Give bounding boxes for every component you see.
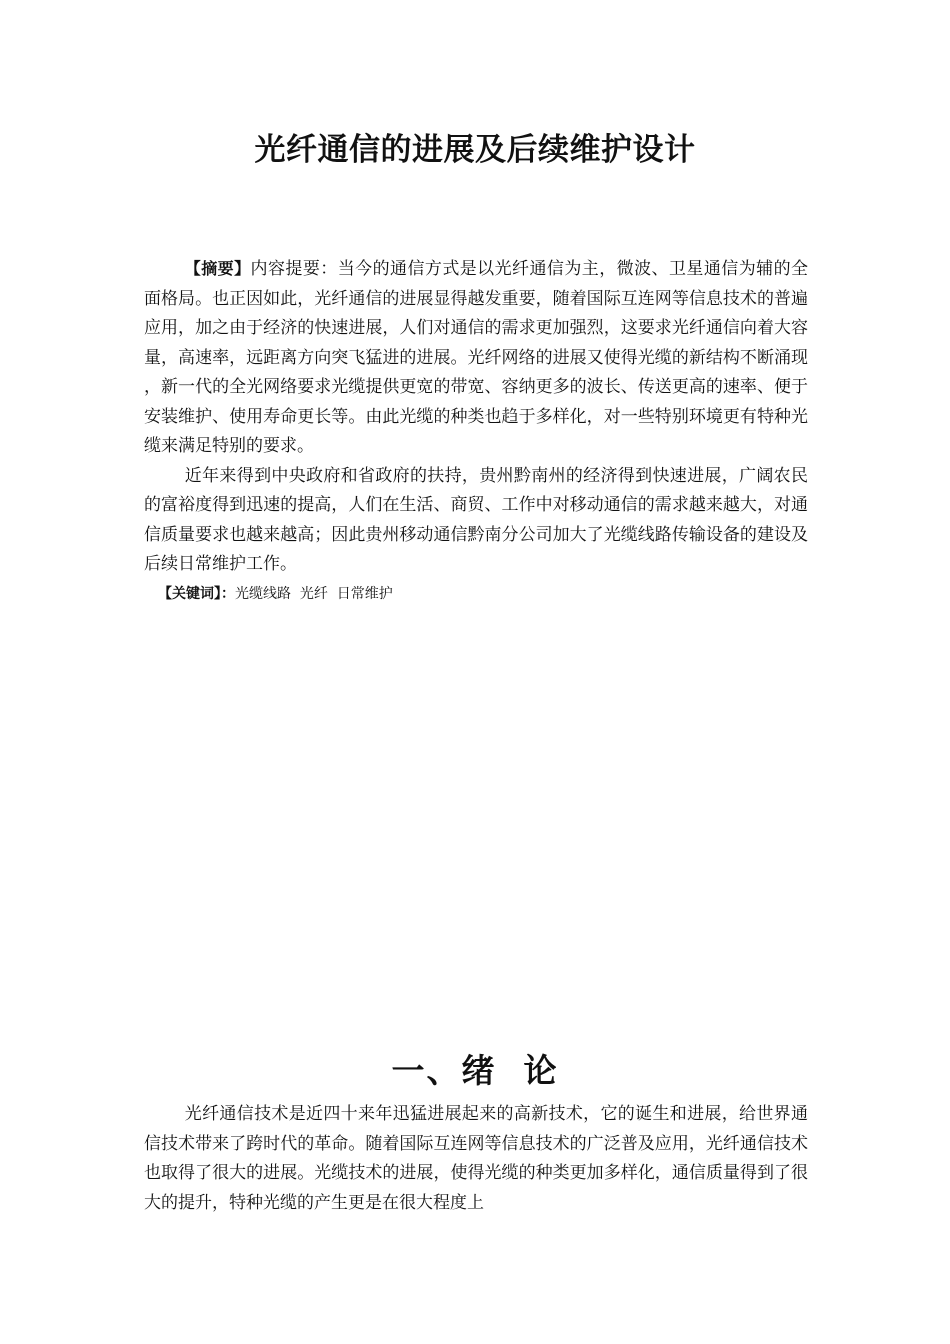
abstract-section: [144, 254, 808, 608]
document-title: 光纤通信的进展及后续维护设计: [254, 132, 696, 168]
abstract-text-1: 内容提要：当今的通信方式是以光纤通信为主，微波、卫星通信为辅的全面格局。也正因如此，光纤通信的进展显得越发重要，随着国际互连网等信息技术的普遍应用，加之由于经济的快速进展，人们对通信的需求更加强烈，这要求光纤通信向着大容量，高速率，远距离方向突飞猛进的进展。光纤网络的进展又使得光缆的新结构不断涌现 ，新一代的全光网络要求光缆提供更宽的带宽、容纳更多的波长、传送更高的速率、便于安装维护、使用寿命更长等。由此光缆的种类也趋于多样化，对一些特别环境更有特种光缆来满足特别的要求。: [144, 259, 808, 456]
introduction-section: [144, 1100, 808, 1218]
abstract-label: 【摘要】: [184, 259, 251, 278]
introduction-paragraph-1: 光纤通信技术是近四十来年迅猛进展起来的高新技术，它的诞生和进展，给世界通信技术带来了跨时代的革命。随着国际互连网等信息技术的广泛普及应用，光纤通信技术也取得了很大的进展。光缆技术的进展，使得光缆的种类更加多样化，通信质量得到了很大的提升，特种光缆的产生更是在很大程度上: [144, 1104, 808, 1213]
abstract-paragraph-2: 近年来得到中央政府和省政府的扶持，贵州黔南州的经济得到快速进展，广阔农民的富裕度得到迅速的提高，人们在生活、商贸、工作中对移动通信的需求越来越大，对通信质量要求也越来越高；因此贵州移动通信黔南分公司加大了光缆线路传输设备的建设及后续日常维护工作。: [144, 465, 808, 574]
keywords-label: 【关键词】：: [158, 585, 235, 602]
keywords-line: [144, 580, 808, 608]
section-heading-introduction: 一、绪 论: [391, 1051, 559, 1090]
keywords-text: 光缆线路 光纤 日常维护: [235, 585, 393, 602]
abstract-paragraph-1: [144, 254, 808, 462]
